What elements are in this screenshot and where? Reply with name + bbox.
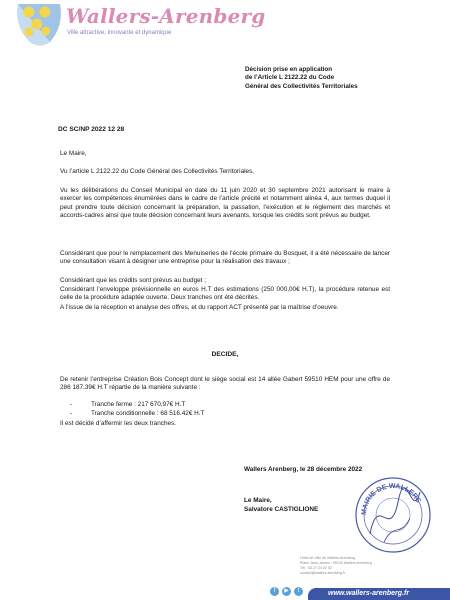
town-logo-icon — [14, 2, 64, 50]
decision-code: DC SC/NP 2022 12 28 — [58, 126, 125, 133]
considerant-paragraph-1 — [60, 250, 390, 267]
closing-statement: Il est décidé d’affermir les deux tranches. — [60, 420, 177, 427]
tranche-label: Tranche ferme : 217 670,97€ H.T — [91, 401, 186, 408]
signatory-name: Salvatore CASTIGLIONE — [244, 506, 319, 513]
vu-cgct-text: Vu l’article L 2122.22 du Code Général des Collectivités Territoriales, — [60, 168, 255, 175]
vu-cgct-paragraph — [60, 168, 390, 176]
logo-slogan: Ville attractive, innovante et dynamique — [67, 30, 172, 36]
website-link[interactable]: www.wallers-arenberg.fr — [328, 590, 410, 597]
reference-line: de l’Article L 2122.22 du Code — [245, 74, 335, 82]
place-and-date: Wallers Arenberg, le 28 décembre 2022 — [244, 466, 363, 473]
logo-title: Wallers-Arenberg — [66, 4, 266, 28]
reference-line: Décision prise en application — [245, 66, 333, 73]
reference-line: Général des Collectivités Territoriales — [245, 82, 358, 90]
considerant-text: A l’issue de la réception et analyse des offres, et du rapport ACT présenté par la maîtrise d’oeuvre. — [60, 304, 339, 311]
contact-line: contact@wallers-arenberg.fr — [300, 571, 346, 575]
list-item — [60, 401, 204, 410]
signatory-title: Le Maire, — [244, 497, 272, 504]
contact-line: Place Jean Jaurès · 59135 Wallers-Arenberg — [300, 561, 372, 565]
vu-deliberations-paragraph — [60, 187, 390, 221]
footer-contact — [300, 556, 372, 576]
stamp-text: MAIRIE DE WALLERS — [360, 482, 422, 516]
considerant-text: Considérant l’enveloppe prévisionnelle en euros H.T des estimations (250 000,00€ H.T), la procédure retenue est celle de la procédure adaptée ouverte. Deux tranches ont été décrites. — [60, 286, 390, 302]
contact-line: Hôtel de Ville de Wallers-Arenberg — [300, 556, 355, 560]
decision-paragraph — [60, 376, 390, 393]
considerant-paragraph-4 — [60, 304, 390, 312]
bullet-dash: - — [70, 401, 73, 408]
considerant-paragraph-3 — [60, 286, 390, 303]
signature-block — [244, 496, 318, 514]
decide-heading: DECIDE, — [211, 351, 239, 358]
facebook-icon[interactable]: f — [270, 587, 279, 596]
youtube-icon[interactable]: ▶ — [282, 587, 291, 596]
official-stamp-icon — [350, 472, 436, 558]
le-maire-text: Le Maire, — [60, 150, 87, 157]
bullet-dash: - — [70, 409, 73, 417]
legal-reference — [245, 66, 425, 91]
contact-line: Tél : 03 27 24 52 52 — [300, 566, 332, 570]
considerant-text: Considérant que pour le remplacement des Menuiseries de l’école primaire du Bosquet, il a été nécessaire de lancer une consultation visant à désigner une entreprise pour la réalisation des travaux ; — [60, 250, 390, 266]
tranche-label: Tranche conditionnelle : 68 516.42€ H.T — [91, 409, 205, 417]
decision-text: De retenir l’entreprise Création Bois Concept dont le siège social est 14 allée Gabert 59510 HEM pour une offre de 286 187.39€ H.T répartie de la manière suivante : — [60, 376, 390, 392]
le-maire-intro — [60, 150, 390, 158]
twitter-icon[interactable]: t — [294, 587, 303, 596]
list-item — [60, 410, 204, 419]
considerant-text: Considérant que les crédits sont prévus au budget ; — [60, 277, 207, 284]
vu-deliberations-text: Vu les délibérations du Conseil Municipal en date du 11 juin 2020 et 30 septembre 2021 autorisant le maire à exercer les compétences énumérées dans le cadre de l’article précité et notamment alinéa 4, aux termes duquel il peut prendre toute décision concernant la préparation, la passation, l’exécution et le règlement des marchés et accords-cadres ainsi que toute décision concernant leurs avenants, lorsque les crédits sont prévus au budget. — [60, 187, 390, 220]
considerant-paragraph-2 — [60, 277, 390, 285]
tranches-list — [60, 401, 204, 418]
